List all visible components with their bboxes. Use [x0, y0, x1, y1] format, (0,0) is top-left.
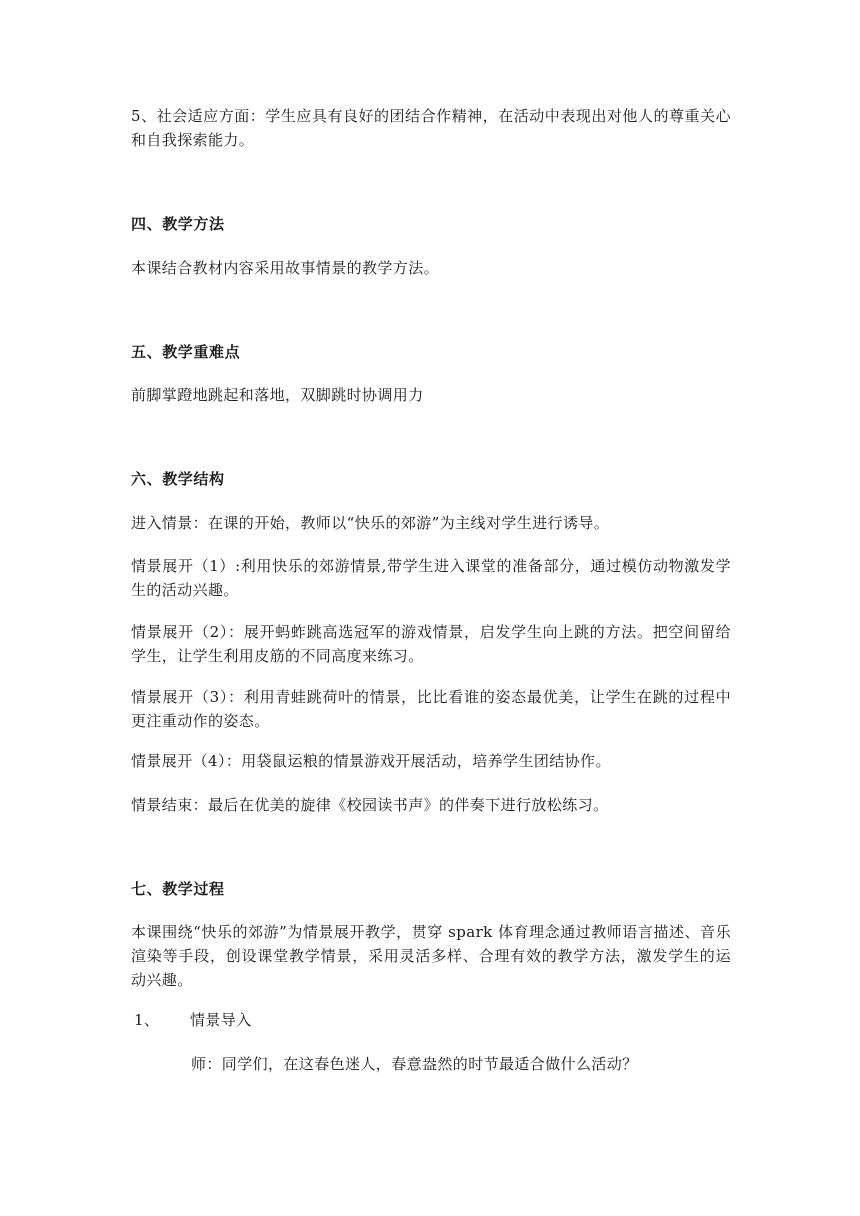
paragraph-teaching-process: 本课围绕“快乐的郊游”为情景展开教学，贯穿 spark 体育理念通过教师语言描述、音乐渲染等手段，创设课堂教学情景，采用灵活多样、合理有效的教学方法，激发学生的运动兴趣。 [131, 923, 731, 989]
heading-teaching-method: 四、教学方法 [131, 215, 225, 233]
paragraph-scene-expand-1: 情景展开（1）:利用快乐的郊游情景,带学生进入课堂的准备部分，通过模仿动物激发学生的活动兴趣。 [131, 557, 731, 599]
step-label: 情景导入 [190, 1011, 252, 1029]
paragraph-scene-expand-2: 情景展开（2）：展开蚂蚱跳高选冠军的游戏情景，启发学生向上跳的方法。把空间留给学生，让学生利用皮筋的不同高度来练习。 [131, 623, 731, 665]
step-number: 1、 [134, 1011, 160, 1029]
paragraph-teacher-question: 师：同学们，在这春色迷人，春意盎然的时节最适合做什么活动？ [191, 1055, 638, 1073]
paragraph-teaching-method: 本课结合教材内容采用故事情景的教学方法。 [131, 259, 440, 277]
heading-teaching-structure: 六、教学结构 [131, 470, 225, 488]
paragraph-scene-expand-4: 情景展开（4）：用袋鼠运粮的情景游戏开展活动，培养学生团结协作。 [131, 752, 611, 770]
paragraph-key-points: 前脚掌蹬地跳起和落地，双脚跳时协调用力 [131, 386, 424, 404]
document-page [131, 0, 731, 1216]
paragraph-enter-scene: 进入情景：在课的开始，教师以“快乐的郊游”为主线对学生进行诱导。 [131, 514, 610, 532]
paragraph-scene-expand-3: 情景展开（3）：利用青蛙跳荷叶的情景，比比看谁的姿态最优美，让学生在跳的过程中更注重动作的姿态。 [131, 688, 731, 730]
step-scene-intro [134, 1008, 252, 1032]
paragraph-scene-end: 情景结束：最后在优美的旋律《校园读书声》的伴奏下进行放松练习。 [131, 796, 609, 814]
heading-teaching-process: 七、教学过程 [131, 880, 225, 898]
heading-key-points: 五、教学重难点 [131, 343, 241, 361]
paragraph-social-adaptation: 5、社会适应方面：学生应具有良好的团结合作精神，在活动中表现出对他人的尊重关心和自我探索能力。 [131, 107, 731, 149]
